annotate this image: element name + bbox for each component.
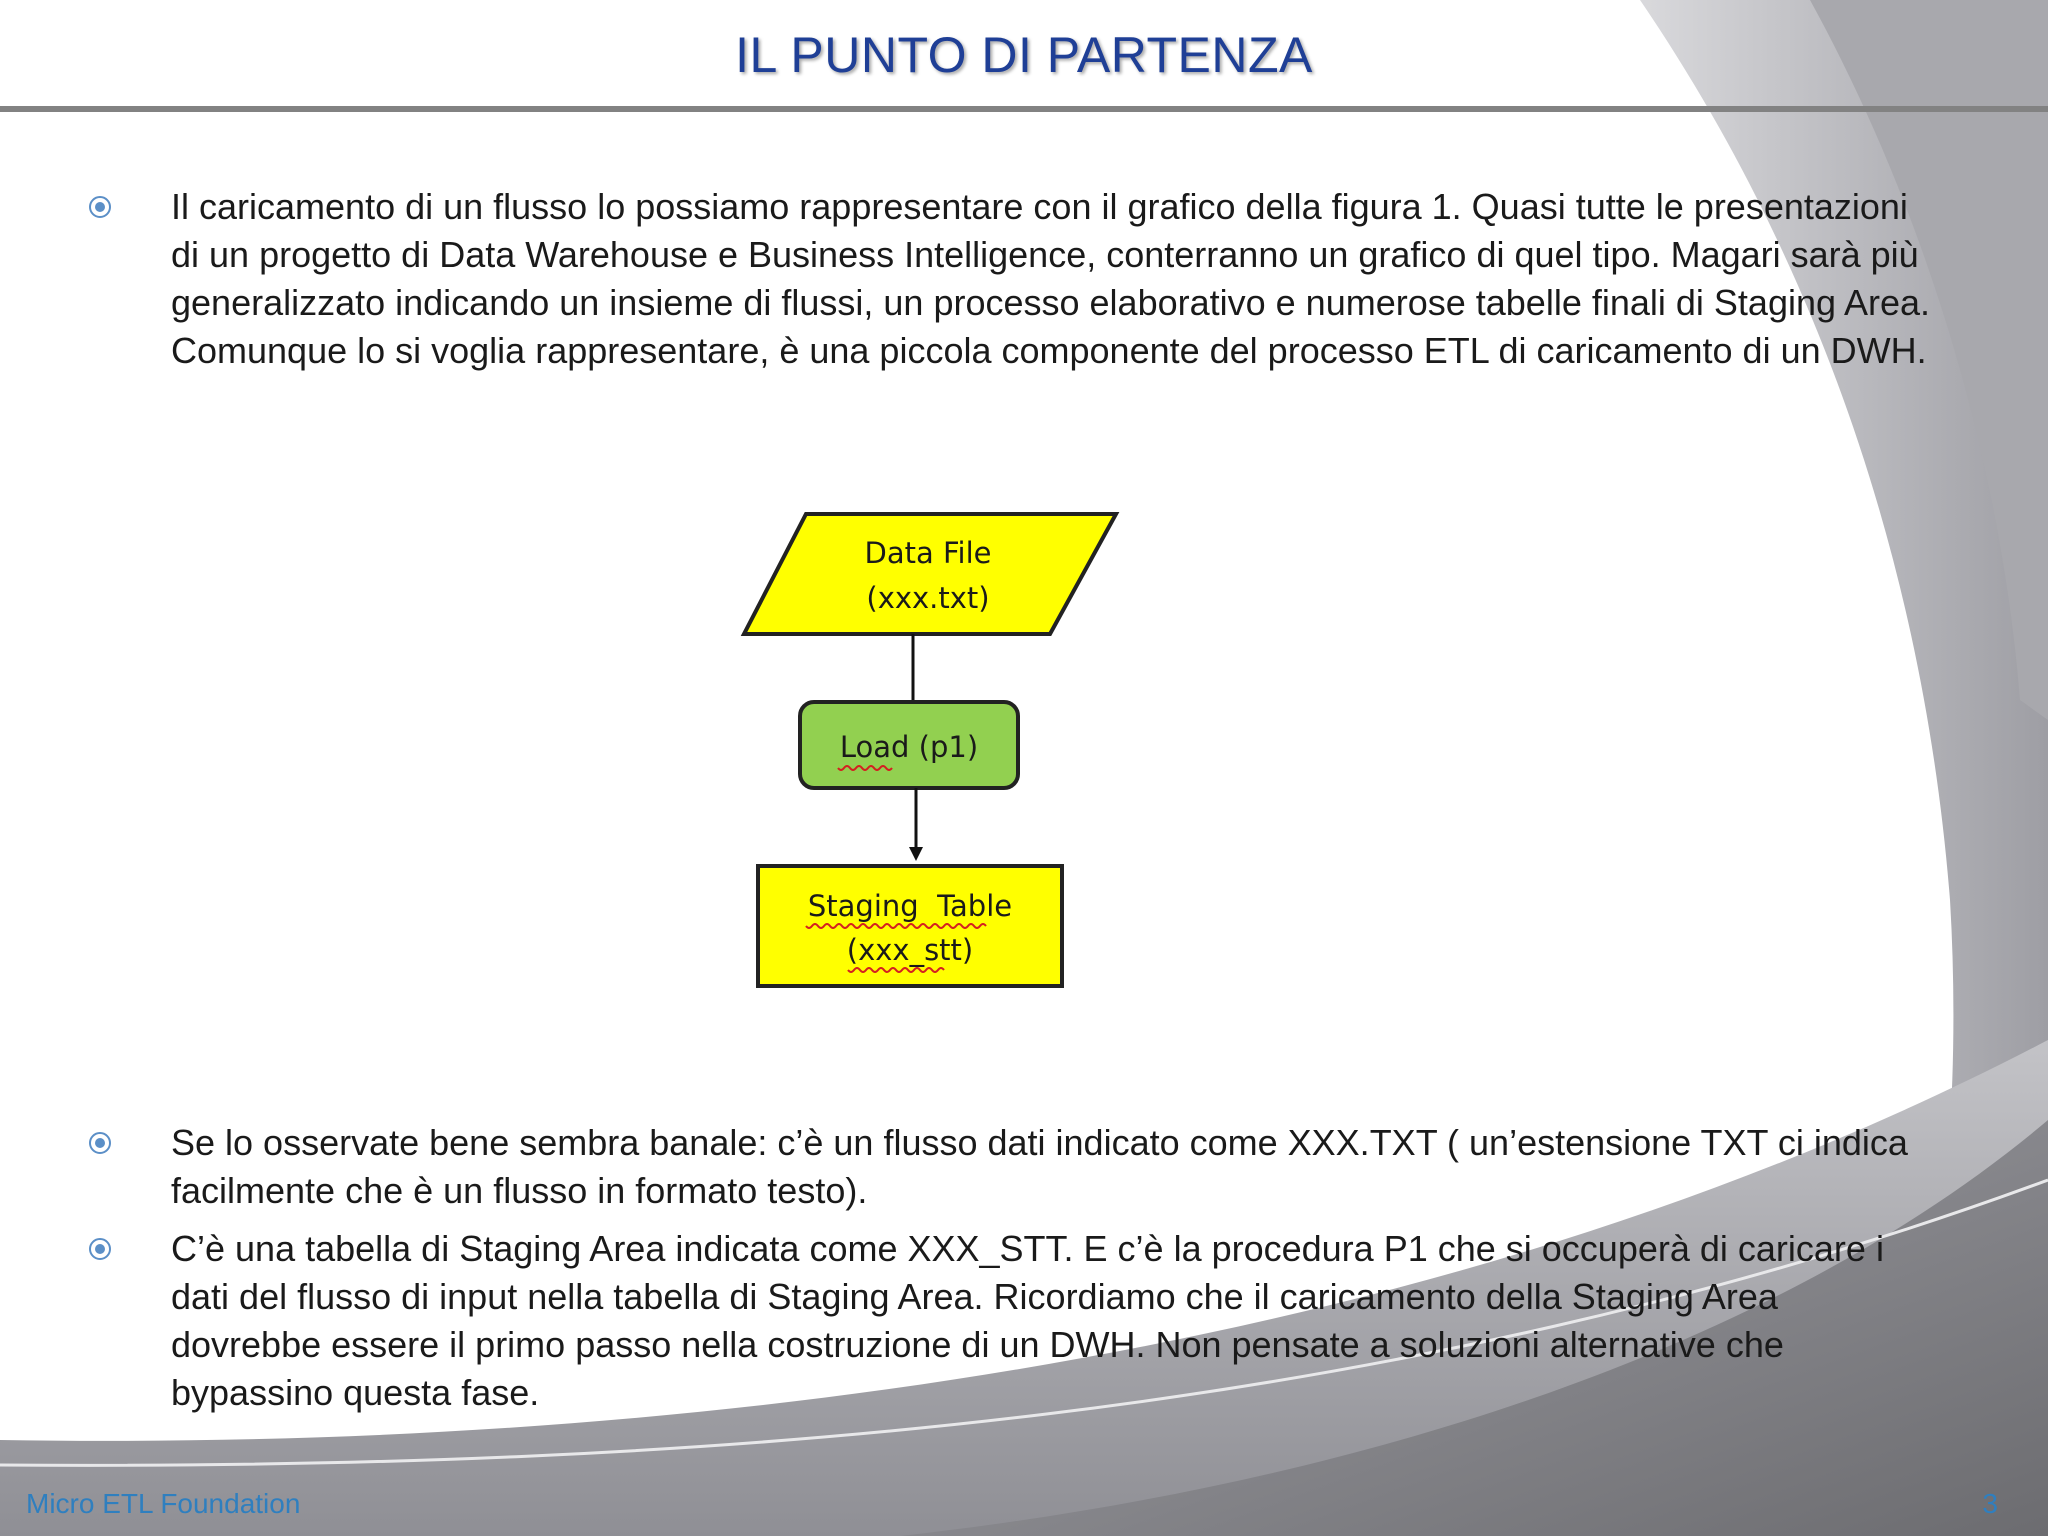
flowchart <box>736 502 1136 1002</box>
bullet-icon <box>88 195 112 219</box>
staging-table-node <box>758 866 1062 986</box>
slide-title: IL PUNTO DI PARTENZA <box>735 27 1313 83</box>
title-divider <box>0 106 2048 112</box>
data-file-name: (xxx.txt) <box>866 581 990 615</box>
footer-organization: Micro ETL Foundation <box>26 1488 301 1519</box>
load-label: Load (p1) <box>839 730 979 764</box>
paragraph-observation: Se lo osservate bene sembra banale: c’è un flusso dati indicato come XXX.TXT ( un’estensione TXT ci indica facilmente che è un flusso in formato testo). <box>171 1122 1908 1211</box>
staging-table-name: (xxx_stt) <box>846 933 974 967</box>
paragraph-intro: Il caricamento di un flusso lo possiamo rappresentare con il grafico della figura 1. Quasi tutte le presentazioni di un progetto di Data Warehouse e Business Intelligence, conterranno un grafico di quel tipo. Magari sarà più generalizzato indicando un insieme di flussi, un processo elaborativo e numerose tabelle finali di Staging Area. Comunque lo si voglia rappresentare, è una piccola componente del processo ETL di caricamento di un DWH. <box>171 186 1931 371</box>
bullet-icon <box>88 1237 112 1261</box>
data-file-node <box>744 514 1116 634</box>
load-process-node <box>800 702 1018 788</box>
page-number: 3 <box>1982 1488 1998 1519</box>
staging-table-label: Staging Table <box>807 889 1013 923</box>
paragraph-staging: C’è una tabella di Staging Area indicata come XXX_STT. E c’è la procedura P1 che si occuperà di caricare i dati del flusso di input nella tabella di Staging Area. Ricordiamo che il caricamento della Staging Area dovrebbe essere il primo passo nella costruzione di un DWH. Non pensate a soluzioni alternative che bypassino questa fase. <box>171 1228 1884 1413</box>
bullet-icon <box>88 1131 112 1155</box>
data-file-label: Data File <box>864 536 992 570</box>
